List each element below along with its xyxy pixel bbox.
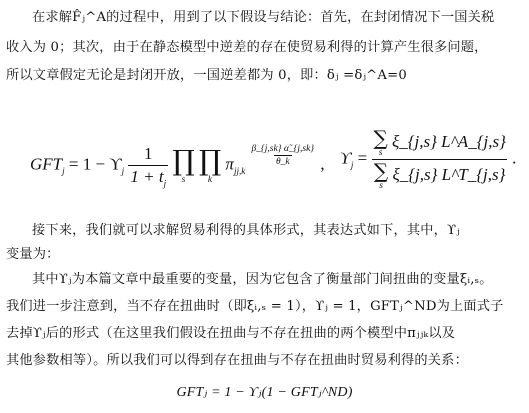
paragraph-3-line-4: 其他参数相等）。所以我们可以得到存在扭曲与不存在扭曲时贸易利得的关系：: [6, 353, 468, 368]
paragraph-3-line-2: 我们进一步注意到，当不存在扭曲时（即ξᵢ,ₛ = 1），ϒⱼ = 1，GFTⱼ^ND为上面式子: [6, 299, 504, 314]
paragraph-1-line-1: 在求解F̂ⱼ^A的过程中，用到了以下假设与结论：首先，在封闭情况下一国关税: [32, 10, 495, 25]
exponent-fraction: $\frac{\beta\_\{j,sk\} \alphã\_\{j,sk\}}{\theta\_k}$: [251, 144, 315, 168]
paragraph-1-line-3: 所以文章假定无论是封闭开放，一国逆差都为 0，即：δⱼ =δⱼ^A=0: [6, 68, 407, 83]
fraction-1-over-1-plus-t: $\frac{1}{1 + t_j}$: [130, 144, 167, 189]
gft-left-formula: $GFT_j = 1 - ϒ_j$ $\frac{1}{1 + t_j}$ ∏ s ∏ k $\pi_{jj,k}$ $\frac{\beta\_\{j,sk\} \alphã\_\{j,sk\}}{\theta\_k}$ ,: [30, 143, 325, 189]
paragraph-2-line-1: 接下来，我们就可以求解贸易利得的具体形式，其表达式如下，其中，ϒⱼ: [32, 223, 460, 238]
paragraph-1-line-2: 收入为 0；其次，由于在静态模型中逆差的存在使贸易利得的计算产生很多问题，: [6, 40, 488, 55]
paragraph-3-line-1: 其中ϒⱼ为本篇文章中最重要的变量，因为它包含了衡量部门间扭曲的变量ξᵢ,ₛ。: [32, 272, 493, 287]
paragraph-3-line-3: 去掉ϒⱼ后的形式（在这里我们假设在扭曲与不存在扭曲的两个模型中πⱼⱼₖ以及: [6, 326, 456, 341]
paragraph-2-line-2: 变量为：: [6, 247, 60, 262]
gft-equation: [0, 122, 529, 212]
final-equation: GFTⱼ = 1 − ϒⱼ(1 − GFTⱼ^ND): [176, 385, 353, 400]
upsilon-fraction: ∑ s ξ_{j,s} L^A_{j,s} ∑ s ξ_{j,s} L^T_{j,s}: [373, 126, 506, 191]
product-over-k: ∏ k: [198, 143, 222, 185]
product-over-s: ∏ s: [172, 143, 195, 185]
upsilon-definition: $ϒ_j$ = ∑ s ξ_{j,s} L^A_{j,s} ∑ s ξ_{j,s} L^T_{j,s} .: [340, 126, 517, 191]
